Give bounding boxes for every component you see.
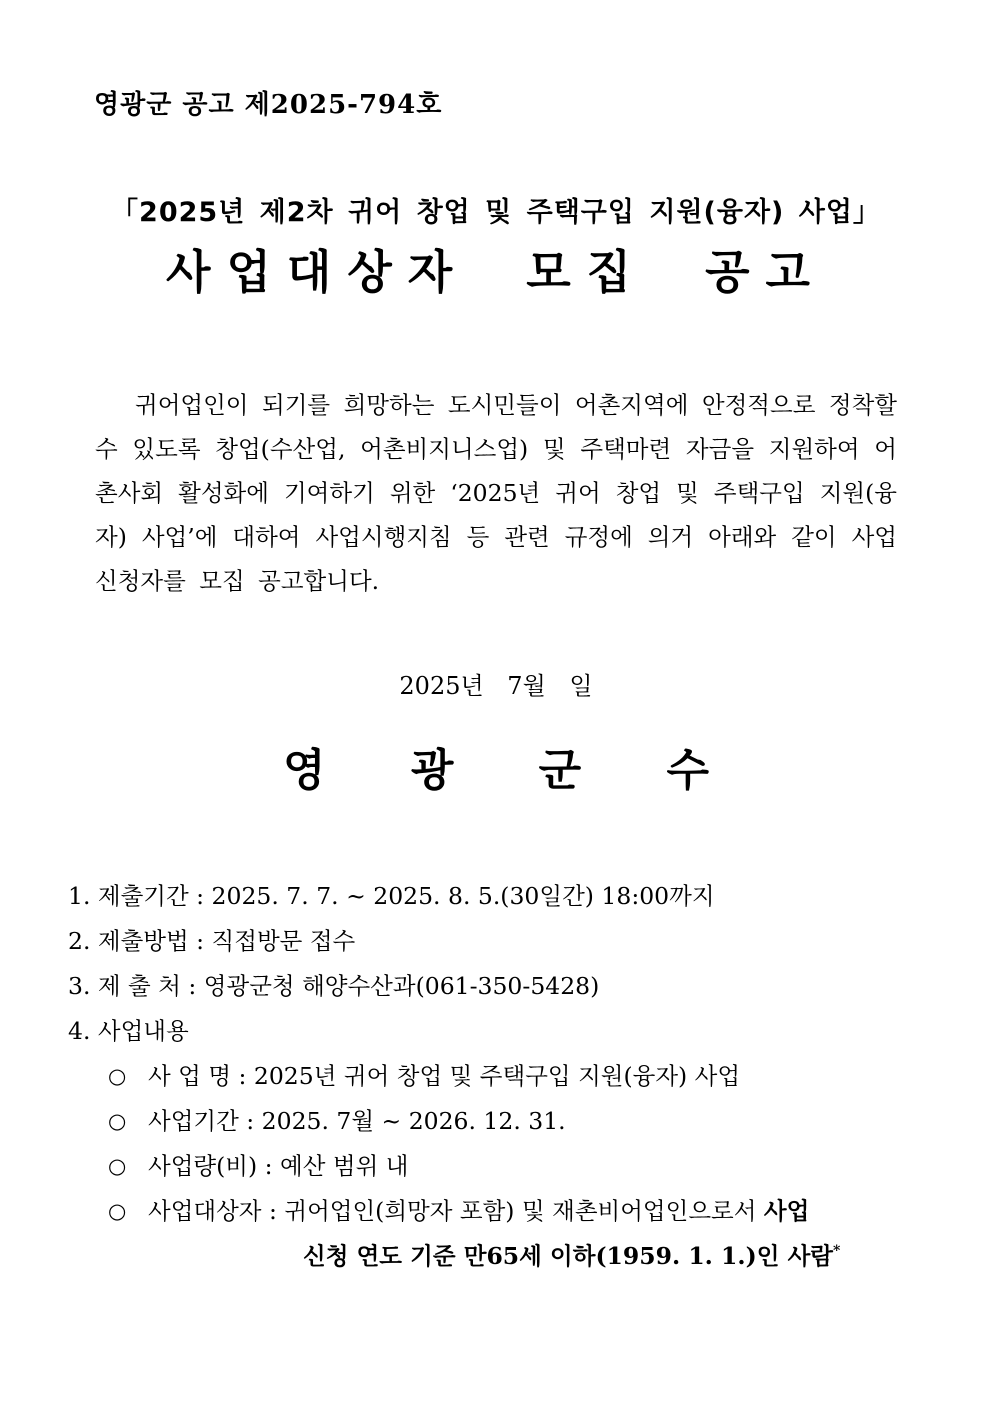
mayor-signature: 영 광 군 수 <box>283 745 709 796</box>
list-item-project-content: 4. 사업내용 <box>68 1017 189 1045</box>
sub-item-target-text-bold: 사업 <box>763 1197 810 1225</box>
sub-item-target <box>108 1199 948 1224</box>
superscript-asterisk: * <box>832 1243 841 1260</box>
announcement-subtitle: 「2025년 제2차 귀어 창업 및 주택구입 지원(융자) 사업」 <box>111 197 881 228</box>
sub-item-project-name-text: 사 업 명 : 2025년 귀어 창업 및 주택구입 지원(융자) 사업 <box>148 1062 741 1090</box>
list-item-submission-place: 3. 제 출 처 : 영광군청 해양수산과(061-350-5428) <box>68 972 600 1000</box>
intro-paragraph: 귀어업인이 되기를 희망하는 도시민들이 어촌지역에 안정적으로 정착할 수 있도록 창업(수산업, 어촌비지니스업) 및 주택마련 자금을 지원하여 어촌사회 활성화에 기여하기 위한 ‘2025년 귀어 창업 및 주택구입 지원(융자) 사업’에 대하여 사업시행지침 등 관련 규정에 의거 아래와 같이 사업신청자를 모집 공고합니다. <box>95 391 897 595</box>
circle-bullet-icon: ○ <box>108 1154 127 1178</box>
circle-bullet-icon: ○ <box>108 1199 127 1223</box>
sub-item-project-period-text: 사업기간 : 2025. 7월 ~ 2026. 12. 31. <box>148 1107 566 1135</box>
sub-item-project-scale-text: 사업량(비) : 예산 범위 내 <box>148 1152 409 1180</box>
circle-bullet-icon: ○ <box>108 1109 127 1133</box>
doc-number: 영광군 공고 제2025-794호 <box>94 90 443 120</box>
circle-bullet-icon: ○ <box>108 1064 127 1088</box>
list-item-submission-method: 2. 제출방법 : 직접방문 접수 <box>68 927 356 955</box>
list-item-submission-period: 1. 제출기간 : 2025. 7. 7. ~ 2025. 8. 5.(30일간) 18:00까지 <box>68 882 715 910</box>
date-line: 2025년 7월 일 <box>399 672 593 700</box>
sub-item-project-period <box>108 1109 948 1134</box>
announcement-details-list <box>68 884 948 1269</box>
announcement-title: 사업대상자 모집 공고 <box>166 245 826 299</box>
target-continuation-text: 신청 연도 기준 만65세 이하(1959. 1. 1.)인 사람 <box>303 1242 833 1270</box>
sub-item-project-scale <box>108 1154 948 1179</box>
sub-item-target-text: 사업대상자 : 귀어업인(희망자 포함) 및 재촌비어업인으로서 <box>148 1197 764 1225</box>
sub-item-project-name <box>108 1064 948 1089</box>
target-continuation-line <box>303 1244 948 1269</box>
